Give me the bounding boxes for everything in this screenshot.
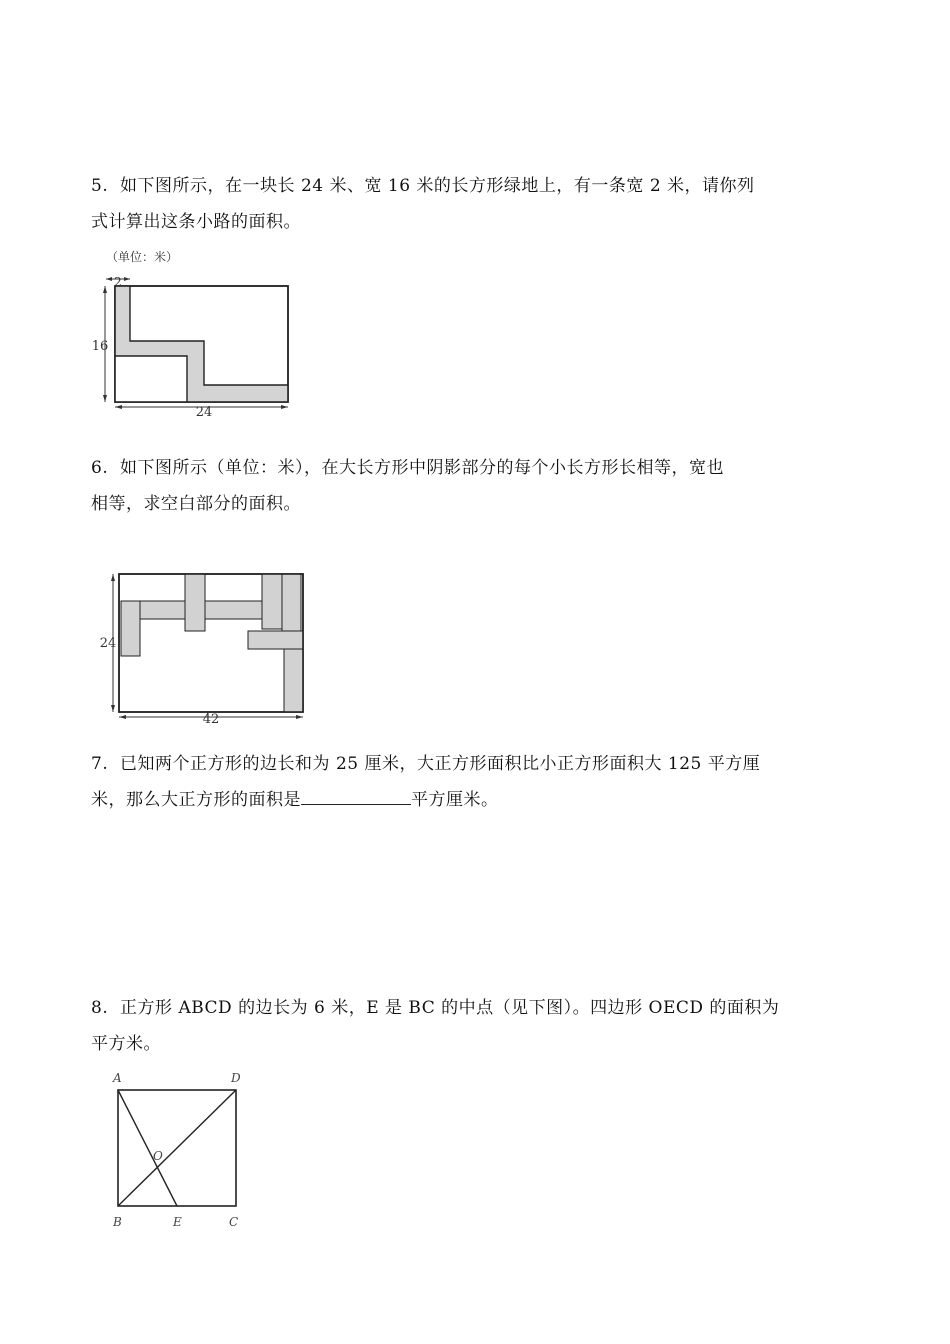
point-o-label: O <box>153 1149 163 1163</box>
shaded-strip <box>282 574 301 631</box>
problem-6-number: 6. <box>91 458 109 478</box>
point-e-label: E <box>173 1215 182 1229</box>
point-d-label: D <box>231 1071 241 1085</box>
path-width-label: 2 <box>114 275 122 289</box>
problem-8-figure <box>105 1066 250 1231</box>
shaded-strip <box>205 601 262 619</box>
problem-6-figure <box>100 570 310 725</box>
unit-label: （单位：米） <box>106 250 179 264</box>
point-c-label: C <box>229 1215 239 1229</box>
answer-blank[interactable] <box>301 786 411 805</box>
point-b-label: B <box>113 1215 122 1229</box>
height-label: 16 <box>91 339 109 354</box>
problem-5-figure <box>88 246 303 420</box>
problem-8-line-2: 平方米。 <box>91 1034 161 1054</box>
problem-6-line-1: 6. 如下图所示（单位：米），在大长方形中阴影部分的每个小长方形长相等，宽也 <box>91 458 725 478</box>
problem-8-text <box>91 990 861 1062</box>
problem-5-line-2: 式计算出这条小路的面积。 <box>91 212 301 232</box>
length-label: 24 <box>195 405 213 420</box>
problem-7-number: 7. <box>91 754 109 774</box>
problem-5-text <box>91 168 861 240</box>
shaded-strip <box>262 574 282 629</box>
problem-8-number: 8. <box>91 998 109 1018</box>
diagonal-bd <box>118 1090 236 1206</box>
problem-6-text <box>91 450 861 522</box>
problem-6-line-2: 相等，求空白部分的面积。 <box>91 494 301 514</box>
problem-5-number: 5. <box>91 176 109 196</box>
problem-7-line-2: 米，那么大正方形的面积是 平方厘米。 <box>91 782 861 818</box>
segment-ae <box>118 1090 177 1206</box>
problem-7-text <box>91 746 861 818</box>
problem-8-line-1: 8. 正方形 ABCD 的边长为 6 米，E 是 BC 的中点（见下图）。四边形 OECD 的面积为 <box>91 998 780 1018</box>
shaded-strip <box>185 574 205 631</box>
shaded-strip-left <box>121 601 140 656</box>
height-label: 24 <box>99 636 117 651</box>
problem-7-line-1: 7. 已知两个正方形的边长和为 25 厘米，大正方形面积比小正方形面积大 125 平方厘 <box>91 754 761 774</box>
white-lower-plot <box>115 356 187 402</box>
shaded-strip <box>284 649 303 712</box>
problem-5-line-1: 5. 如下图所示，在一块长 24 米、宽 16 米的长方形绿地上，有一条宽 2 米，请你列 <box>91 176 755 196</box>
shaded-strip <box>140 601 185 619</box>
shaded-strip <box>248 631 303 649</box>
point-a-label: A <box>113 1071 122 1085</box>
length-label: 42 <box>202 712 220 727</box>
